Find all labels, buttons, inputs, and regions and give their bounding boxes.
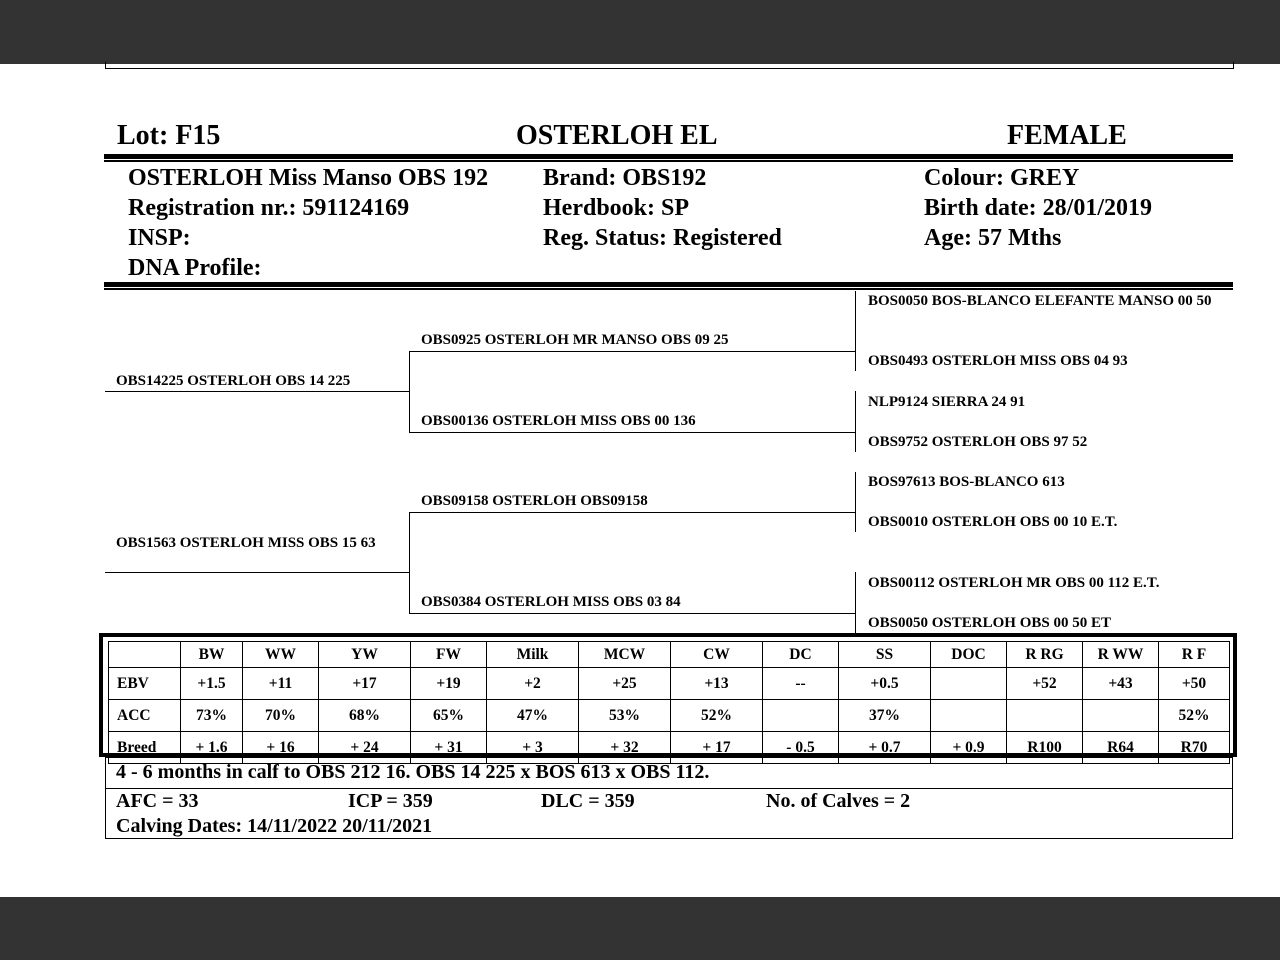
pedigree-ggp-1: BOS0050 BOS-BLANCO ELEFANTE MANSO 00 50 (868, 293, 1212, 309)
acc-cell: 52% (1159, 700, 1230, 732)
ebv-cell: +25 (579, 668, 671, 700)
birth-date: Birth date: 28/01/2019 (924, 195, 1152, 221)
ebv-cell: +11 (243, 668, 319, 700)
ebv-header-cell: R F (1159, 642, 1230, 668)
pedigree-ggp-5: BOS97613 BOS-BLANCO 613 (868, 474, 1065, 490)
section-rule-thin (104, 288, 1233, 290)
icp-value: ICP = 359 (348, 790, 433, 812)
acc-cell (931, 700, 1007, 732)
ebv-cell (931, 668, 1007, 700)
ebv-cell: +2 (487, 668, 579, 700)
ebv-cell: +0.5 (839, 668, 931, 700)
ebv-header-cell: MCW (579, 642, 671, 668)
ebv-cell: -- (763, 668, 839, 700)
ebv-header-cell: CW (671, 642, 763, 668)
number-of-calves: No. of Calves = 2 (766, 790, 911, 812)
breed-cell: + 0.9 (931, 732, 1007, 764)
animal-name: OSTERLOH Miss Manso OBS 192 (128, 165, 489, 191)
pedigree-dam-dam: OBS0384 OSTERLOH MISS OBS 03 84 (421, 594, 681, 610)
viewer-bottom-bar (0, 897, 1280, 960)
breed-cell: + 16 (243, 732, 319, 764)
pedigree-line (409, 613, 855, 614)
acc-cell: 53% (579, 700, 671, 732)
acc-cell: 73% (181, 700, 243, 732)
breed-cell: + 32 (579, 732, 671, 764)
breed-cell: + 3 (487, 732, 579, 764)
animal-sex: FEMALE (1007, 120, 1127, 151)
breed-cell: R100 (1007, 732, 1083, 764)
pedigree-bracket (855, 472, 856, 532)
pedigree-ggp-8: OBS0050 OSTERLOH OBS 00 50 ET (868, 615, 1111, 631)
acc-cell: 37% (839, 700, 931, 732)
breed-cell: + 1.6 (181, 732, 243, 764)
ebv-header-cell: DC (763, 642, 839, 668)
header-rule-thin (104, 160, 1233, 162)
pedigree-ggp-4: OBS9752 OSTERLOH OBS 97 52 (868, 434, 1088, 450)
section-rule (104, 282, 1233, 287)
pedigree-sire: OBS14225 OSTERLOH OBS 14 225 (116, 373, 351, 389)
pedigree-bracket (855, 572, 856, 634)
ebv-header-cell: WW (243, 642, 319, 668)
registration-status: Reg. Status: Registered (543, 225, 782, 251)
ebv-table (108, 641, 1230, 764)
acc-cell: 68% (319, 700, 411, 732)
ebv-header-cell: BW (181, 642, 243, 668)
header-rule (104, 154, 1233, 159)
pedigree-ggp-3: NLP9124 SIERRA 24 91 (868, 394, 1026, 410)
breeder-name: OSTERLOH EL (516, 120, 718, 151)
pedigree-ggp-2: OBS0493 OSTERLOH MISS OBS 04 93 (868, 353, 1128, 369)
pedigree-bracket (409, 512, 410, 613)
ebv-cell: +17 (319, 668, 411, 700)
pedigree-dam-sire: OBS09158 OSTERLOH OBS09158 (421, 493, 648, 509)
ebv-header-cell: SS (839, 642, 931, 668)
ebv-cell: +1.5 (181, 668, 243, 700)
pedigree-line (409, 351, 855, 352)
ebv-header-cell: R RG (1007, 642, 1083, 668)
breed-cell: + 17 (671, 732, 763, 764)
pedigree-line (105, 391, 409, 392)
breed-cell: + 31 (411, 732, 487, 764)
comment-text: 4 - 6 months in calf to OBS 212 16. OBS 14 225 x BOS 613 x OBS 112. (116, 761, 710, 783)
acc-cell: 70% (243, 700, 319, 732)
ebv-header-row (109, 642, 1230, 668)
ebv-cell: +19 (411, 668, 487, 700)
ebv-cell: +13 (671, 668, 763, 700)
acc-cell (1083, 700, 1159, 732)
ebv-cell: +43 (1083, 668, 1159, 700)
acc-cell: 65% (411, 700, 487, 732)
breed-cell: R70 (1159, 732, 1230, 764)
ebv-cell: +50 (1159, 668, 1230, 700)
pedigree-sire-dam: OBS00136 OSTERLOH MISS OBS 00 136 (421, 413, 696, 429)
dlc-value: DLC = 359 (541, 790, 635, 812)
pedigree-dam: OBS1563 OSTERLOH MISS OBS 15 63 (116, 535, 376, 551)
ebv-header-cell: Milk (487, 642, 579, 668)
pedigree-line (105, 572, 409, 573)
ebv-row-label: Breed (109, 732, 181, 764)
acc-cell: 52% (671, 700, 763, 732)
lot-number: Lot: F15 (117, 120, 221, 151)
acc-row (109, 700, 1230, 732)
ebv-cell: +52 (1007, 668, 1083, 700)
viewer-top-bar (0, 0, 1280, 64)
breed-cell: R64 (1083, 732, 1159, 764)
pedigree-bracket (855, 291, 856, 371)
ebv-row (109, 668, 1230, 700)
pedigree-ggp-6: OBS0010 OSTERLOH OBS 00 10 E.T. (868, 514, 1118, 530)
age: Age: 57 Mths (924, 225, 1062, 251)
brand: Brand: OBS192 (543, 165, 707, 191)
pedigree-bracket (855, 391, 856, 452)
afc-value: AFC = 33 (116, 790, 199, 812)
pedigree-line (409, 432, 855, 433)
acc-cell (1007, 700, 1083, 732)
breed-cell: - 0.5 (763, 732, 839, 764)
pedigree-sire-sire: OBS0925 OSTERLOH MR MANSO OBS 09 25 (421, 332, 729, 348)
ebv-header-cell (109, 642, 181, 668)
previous-page-box-edge (105, 62, 1234, 69)
ebv-header-cell: R WW (1083, 642, 1159, 668)
ebv-header-cell: FW (411, 642, 487, 668)
calving-dates: Calving Dates: 14/11/2022 20/11/2021 (116, 815, 433, 837)
ebv-row-label: EBV (109, 668, 181, 700)
ebv-header-cell: DOC (931, 642, 1007, 668)
colour: Colour: GREY (924, 165, 1080, 191)
ebv-header-cell: YW (319, 642, 411, 668)
breed-cell: + 24 (319, 732, 411, 764)
pedigree-line (409, 512, 855, 513)
registration-number: Registration nr.: 591124169 (128, 195, 410, 221)
pedigree-bracket (409, 351, 410, 432)
ebv-row-label: ACC (109, 700, 181, 732)
pedigree-ggp-7: OBS00112 OSTERLOH MR OBS 00 112 E.T. (868, 575, 1160, 591)
breed-cell: + 0.7 (839, 732, 931, 764)
acc-cell: 47% (487, 700, 579, 732)
acc-cell (763, 700, 839, 732)
herdbook: Herdbook: SP (543, 195, 690, 221)
dna-profile-label: DNA Profile: (128, 255, 262, 281)
insp-label: INSP: (128, 225, 191, 251)
